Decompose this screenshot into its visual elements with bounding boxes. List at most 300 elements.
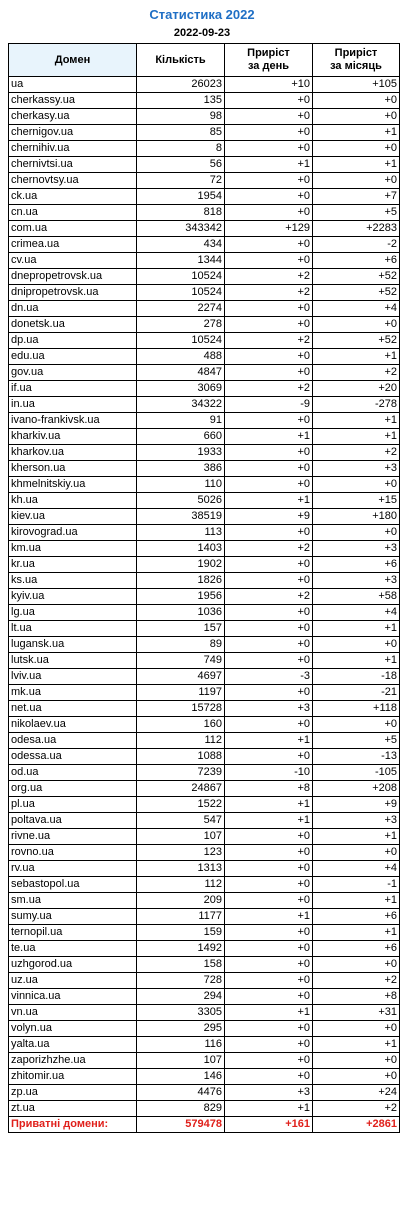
month-growth-cell: +1 bbox=[313, 1037, 400, 1053]
day-growth-cell: +0 bbox=[225, 941, 313, 957]
count-cell: 1197 bbox=[137, 685, 225, 701]
count-cell: 1177 bbox=[137, 909, 225, 925]
header-count: Кількість bbox=[137, 44, 225, 77]
header-month-line1: Приріст bbox=[334, 47, 378, 59]
month-growth-cell: +6 bbox=[313, 253, 400, 269]
day-growth-cell: +1 bbox=[225, 1005, 313, 1021]
table-row bbox=[9, 1085, 400, 1101]
table-row bbox=[9, 893, 400, 909]
domain-cell: cherkassy.ua bbox=[9, 93, 137, 109]
count-cell: 10524 bbox=[137, 285, 225, 301]
count-cell: 547 bbox=[137, 813, 225, 829]
domain-cell: vinnica.ua bbox=[9, 989, 137, 1005]
month-growth-cell: +2 bbox=[313, 973, 400, 989]
month-growth-cell: -18 bbox=[313, 669, 400, 685]
day-growth-cell: +0 bbox=[225, 1069, 313, 1085]
count-cell: 5026 bbox=[137, 493, 225, 509]
domain-cell: ks.ua bbox=[9, 573, 137, 589]
day-growth-cell: +3 bbox=[225, 701, 313, 717]
count-cell: 157 bbox=[137, 621, 225, 637]
table-row bbox=[9, 749, 400, 765]
domain-cell: chernihiv.ua bbox=[9, 141, 137, 157]
domain-cell: km.ua bbox=[9, 541, 137, 557]
month-growth-cell: -278 bbox=[313, 397, 400, 413]
count-cell: 4847 bbox=[137, 365, 225, 381]
table-row bbox=[9, 701, 400, 717]
month-growth-cell: +1 bbox=[313, 653, 400, 669]
total-row bbox=[9, 1117, 400, 1133]
table-row bbox=[9, 365, 400, 381]
table-row bbox=[9, 605, 400, 621]
month-growth-cell: +0 bbox=[313, 1053, 400, 1069]
table-row bbox=[9, 93, 400, 109]
day-growth-cell: +8 bbox=[225, 781, 313, 797]
domain-cell: lutsk.ua bbox=[9, 653, 137, 669]
domain-cell: zhitomir.ua bbox=[9, 1069, 137, 1085]
domain-cell: ua bbox=[9, 77, 137, 93]
day-growth-cell: +0 bbox=[225, 557, 313, 573]
table-body bbox=[9, 77, 400, 1117]
count-cell: 123 bbox=[137, 845, 225, 861]
day-growth-cell: +3 bbox=[225, 1085, 313, 1101]
month-growth-cell: +52 bbox=[313, 285, 400, 301]
domain-cell: ck.ua bbox=[9, 189, 137, 205]
day-growth-cell: -3 bbox=[225, 669, 313, 685]
table-row bbox=[9, 269, 400, 285]
domain-cell: vn.ua bbox=[9, 1005, 137, 1021]
month-growth-cell: +1 bbox=[313, 893, 400, 909]
table-row bbox=[9, 1053, 400, 1069]
count-cell: 386 bbox=[137, 461, 225, 477]
count-cell: 434 bbox=[137, 237, 225, 253]
day-growth-cell: -9 bbox=[225, 397, 313, 413]
month-growth-cell: +5 bbox=[313, 733, 400, 749]
month-growth-cell: +0 bbox=[313, 317, 400, 333]
domain-cell: rivne.ua bbox=[9, 829, 137, 845]
table-row bbox=[9, 765, 400, 781]
month-growth-cell: +2 bbox=[313, 365, 400, 381]
month-growth-cell: +4 bbox=[313, 301, 400, 317]
header-month-line2: за місяць bbox=[330, 60, 382, 72]
month-growth-cell: +52 bbox=[313, 269, 400, 285]
table-row bbox=[9, 141, 400, 157]
count-cell: 829 bbox=[137, 1101, 225, 1117]
domain-cell: cherkasy.ua bbox=[9, 109, 137, 125]
table-row bbox=[9, 861, 400, 877]
domain-cell: zp.ua bbox=[9, 1085, 137, 1101]
month-growth-cell: +58 bbox=[313, 589, 400, 605]
domain-cell: dp.ua bbox=[9, 333, 137, 349]
day-growth-cell: +0 bbox=[225, 717, 313, 733]
day-growth-cell: +0 bbox=[225, 205, 313, 221]
day-growth-cell: +1 bbox=[225, 733, 313, 749]
table-row bbox=[9, 557, 400, 573]
day-growth-cell: +2 bbox=[225, 333, 313, 349]
table-row bbox=[9, 813, 400, 829]
total-count: 579478 bbox=[137, 1117, 225, 1133]
domain-cell: chernivtsi.ua bbox=[9, 157, 137, 173]
total-day-growth: +161 bbox=[225, 1117, 313, 1133]
table-row bbox=[9, 973, 400, 989]
domain-cell: uzhgorod.ua bbox=[9, 957, 137, 973]
count-cell: 278 bbox=[137, 317, 225, 333]
domain-cell: ivano-frankivsk.ua bbox=[9, 413, 137, 429]
day-growth-cell: +0 bbox=[225, 237, 313, 253]
domain-cell: od.ua bbox=[9, 765, 137, 781]
table-row bbox=[9, 301, 400, 317]
table-row bbox=[9, 509, 400, 525]
count-cell: 1403 bbox=[137, 541, 225, 557]
count-cell: 294 bbox=[137, 989, 225, 1005]
header-day-growth bbox=[225, 44, 313, 77]
domain-cell: dnipropetrovsk.ua bbox=[9, 285, 137, 301]
domain-cell: volyn.ua bbox=[9, 1021, 137, 1037]
month-growth-cell: +0 bbox=[313, 717, 400, 733]
table-row bbox=[9, 381, 400, 397]
table-row bbox=[9, 77, 400, 93]
day-growth-cell: +0 bbox=[225, 973, 313, 989]
domain-cell: uz.ua bbox=[9, 973, 137, 989]
count-cell: 91 bbox=[137, 413, 225, 429]
day-growth-cell: +0 bbox=[225, 829, 313, 845]
month-growth-cell: +105 bbox=[313, 77, 400, 93]
domain-cell: com.ua bbox=[9, 221, 137, 237]
month-growth-cell: +3 bbox=[313, 541, 400, 557]
month-growth-cell: +118 bbox=[313, 701, 400, 717]
day-growth-cell: +0 bbox=[225, 1037, 313, 1053]
count-cell: 146 bbox=[137, 1069, 225, 1085]
domain-cell: sebastopol.ua bbox=[9, 877, 137, 893]
count-cell: 112 bbox=[137, 877, 225, 893]
count-cell: 749 bbox=[137, 653, 225, 669]
header-domain: Домен bbox=[9, 44, 137, 77]
month-growth-cell: +4 bbox=[313, 861, 400, 877]
count-cell: 728 bbox=[137, 973, 225, 989]
day-growth-cell: +1 bbox=[225, 429, 313, 445]
month-growth-cell: +0 bbox=[313, 173, 400, 189]
count-cell: 1933 bbox=[137, 445, 225, 461]
day-growth-cell: +0 bbox=[225, 621, 313, 637]
domain-cell: kh.ua bbox=[9, 493, 137, 509]
day-growth-cell: +0 bbox=[225, 189, 313, 205]
day-growth-cell: +0 bbox=[225, 749, 313, 765]
count-cell: 159 bbox=[137, 925, 225, 941]
month-growth-cell: +24 bbox=[313, 1085, 400, 1101]
month-growth-cell: +1 bbox=[313, 157, 400, 173]
day-growth-cell: +0 bbox=[225, 349, 313, 365]
month-growth-cell: +1 bbox=[313, 429, 400, 445]
count-cell: 56 bbox=[137, 157, 225, 173]
month-growth-cell: +3 bbox=[313, 813, 400, 829]
count-cell: 1522 bbox=[137, 797, 225, 813]
month-growth-cell: -105 bbox=[313, 765, 400, 781]
day-growth-cell: +0 bbox=[225, 301, 313, 317]
domain-cell: kyiv.ua bbox=[9, 589, 137, 605]
count-cell: 4476 bbox=[137, 1085, 225, 1101]
day-growth-cell: +0 bbox=[225, 845, 313, 861]
domain-cell: chernovtsy.ua bbox=[9, 173, 137, 189]
month-growth-cell: +9 bbox=[313, 797, 400, 813]
day-growth-cell: +0 bbox=[225, 925, 313, 941]
table-row bbox=[9, 493, 400, 509]
day-growth-cell: +1 bbox=[225, 797, 313, 813]
day-growth-cell: +0 bbox=[225, 685, 313, 701]
month-growth-cell: +6 bbox=[313, 909, 400, 925]
count-cell: 116 bbox=[137, 1037, 225, 1053]
table-row bbox=[9, 797, 400, 813]
table-row bbox=[9, 205, 400, 221]
domain-cell: cn.ua bbox=[9, 205, 137, 221]
count-cell: 10524 bbox=[137, 269, 225, 285]
table-row bbox=[9, 637, 400, 653]
table-row bbox=[9, 237, 400, 253]
day-growth-cell: +0 bbox=[225, 109, 313, 125]
month-growth-cell: +31 bbox=[313, 1005, 400, 1021]
month-growth-cell: +1 bbox=[313, 125, 400, 141]
table-row bbox=[9, 1069, 400, 1085]
domain-cell: nikolaev.ua bbox=[9, 717, 137, 733]
month-growth-cell: +1 bbox=[313, 349, 400, 365]
table-row bbox=[9, 829, 400, 845]
stats-date: 2022-09-23 bbox=[173, 27, 231, 39]
count-cell: 1954 bbox=[137, 189, 225, 205]
day-growth-cell: +1 bbox=[225, 157, 313, 173]
month-growth-cell: +1 bbox=[313, 829, 400, 845]
count-cell: 112 bbox=[137, 733, 225, 749]
count-cell: 1036 bbox=[137, 605, 225, 621]
count-cell: 113 bbox=[137, 525, 225, 541]
table-row bbox=[9, 477, 400, 493]
day-growth-cell: +0 bbox=[225, 461, 313, 477]
count-cell: 1956 bbox=[137, 589, 225, 605]
table-row bbox=[9, 253, 400, 269]
domain-cell: khmelnitskiy.ua bbox=[9, 477, 137, 493]
domain-cell: ternopil.ua bbox=[9, 925, 137, 941]
day-growth-cell: +0 bbox=[225, 893, 313, 909]
month-growth-cell: +0 bbox=[313, 141, 400, 157]
domain-cell: donetsk.ua bbox=[9, 317, 137, 333]
count-cell: 38519 bbox=[137, 509, 225, 525]
month-growth-cell: +0 bbox=[313, 109, 400, 125]
table-row bbox=[9, 1101, 400, 1117]
table-row bbox=[9, 221, 400, 237]
count-cell: 160 bbox=[137, 717, 225, 733]
domain-cell: lugansk.ua bbox=[9, 637, 137, 653]
day-growth-cell: +129 bbox=[225, 221, 313, 237]
table-header-row bbox=[9, 44, 400, 77]
day-growth-cell: +0 bbox=[225, 605, 313, 621]
domain-cell: kherson.ua bbox=[9, 461, 137, 477]
total-month-growth: +2861 bbox=[313, 1117, 400, 1133]
count-cell: 343342 bbox=[137, 221, 225, 237]
day-growth-cell: +0 bbox=[225, 173, 313, 189]
count-cell: 10524 bbox=[137, 333, 225, 349]
domain-cell: lg.ua bbox=[9, 605, 137, 621]
domain-cell: net.ua bbox=[9, 701, 137, 717]
day-growth-cell: +0 bbox=[225, 1021, 313, 1037]
count-cell: 209 bbox=[137, 893, 225, 909]
count-cell: 110 bbox=[137, 477, 225, 493]
month-growth-cell: +0 bbox=[313, 477, 400, 493]
day-growth-cell: +2 bbox=[225, 589, 313, 605]
count-cell: 1313 bbox=[137, 861, 225, 877]
month-growth-cell: +4 bbox=[313, 605, 400, 621]
domain-cell: sm.ua bbox=[9, 893, 137, 909]
day-growth-cell: +0 bbox=[225, 365, 313, 381]
table-row bbox=[9, 1021, 400, 1037]
day-growth-cell: +2 bbox=[225, 269, 313, 285]
day-growth-cell: +1 bbox=[225, 813, 313, 829]
month-growth-cell: +6 bbox=[313, 941, 400, 957]
domain-cell: kr.ua bbox=[9, 557, 137, 573]
day-growth-cell: +0 bbox=[225, 1053, 313, 1069]
table-row bbox=[9, 957, 400, 973]
month-growth-cell: -2 bbox=[313, 237, 400, 253]
domain-cell: if.ua bbox=[9, 381, 137, 397]
count-cell: 2274 bbox=[137, 301, 225, 317]
table-row bbox=[9, 445, 400, 461]
table-row bbox=[9, 589, 400, 605]
table-row bbox=[9, 349, 400, 365]
count-cell: 98 bbox=[137, 109, 225, 125]
count-cell: 107 bbox=[137, 1053, 225, 1069]
table-row bbox=[9, 413, 400, 429]
domain-cell: zt.ua bbox=[9, 1101, 137, 1117]
month-growth-cell: +2 bbox=[313, 1101, 400, 1117]
table-row bbox=[9, 685, 400, 701]
count-cell: 8 bbox=[137, 141, 225, 157]
month-growth-cell: +15 bbox=[313, 493, 400, 509]
table-row bbox=[9, 781, 400, 797]
table-row bbox=[9, 541, 400, 557]
count-cell: 34322 bbox=[137, 397, 225, 413]
day-growth-cell: +1 bbox=[225, 909, 313, 925]
day-growth-cell: +9 bbox=[225, 509, 313, 525]
day-growth-cell: +10 bbox=[225, 77, 313, 93]
domain-cell: gov.ua bbox=[9, 365, 137, 381]
count-cell: 1902 bbox=[137, 557, 225, 573]
day-growth-cell: +0 bbox=[225, 861, 313, 877]
month-growth-cell: +0 bbox=[313, 525, 400, 541]
day-growth-cell: +2 bbox=[225, 285, 313, 301]
table-row bbox=[9, 573, 400, 589]
table-row bbox=[9, 877, 400, 893]
domain-cell: cv.ua bbox=[9, 253, 137, 269]
table-row bbox=[9, 717, 400, 733]
domain-stats-table bbox=[8, 43, 400, 1133]
page-title: Статистика 2022 bbox=[149, 7, 255, 22]
count-cell: 85 bbox=[137, 125, 225, 141]
month-growth-cell: +3 bbox=[313, 461, 400, 477]
table-row bbox=[9, 333, 400, 349]
day-growth-cell: +1 bbox=[225, 1101, 313, 1117]
count-cell: 72 bbox=[137, 173, 225, 189]
month-growth-cell: -13 bbox=[313, 749, 400, 765]
count-cell: 135 bbox=[137, 93, 225, 109]
month-growth-cell: +0 bbox=[313, 957, 400, 973]
domain-cell: lviv.ua bbox=[9, 669, 137, 685]
domain-cell: crimea.ua bbox=[9, 237, 137, 253]
count-cell: 4697 bbox=[137, 669, 225, 685]
count-cell: 1088 bbox=[137, 749, 225, 765]
domain-cell: pl.ua bbox=[9, 797, 137, 813]
domain-cell: lt.ua bbox=[9, 621, 137, 637]
table-row bbox=[9, 397, 400, 413]
count-cell: 818 bbox=[137, 205, 225, 221]
domain-cell: kiev.ua bbox=[9, 509, 137, 525]
month-growth-cell: +1 bbox=[313, 925, 400, 941]
count-cell: 26023 bbox=[137, 77, 225, 93]
day-growth-cell: +0 bbox=[225, 141, 313, 157]
day-growth-cell: +2 bbox=[225, 541, 313, 557]
table-row bbox=[9, 173, 400, 189]
count-cell: 7239 bbox=[137, 765, 225, 781]
count-cell: 488 bbox=[137, 349, 225, 365]
domain-cell: kharkiv.ua bbox=[9, 429, 137, 445]
domain-cell: edu.ua bbox=[9, 349, 137, 365]
count-cell: 1826 bbox=[137, 573, 225, 589]
domain-cell: poltava.ua bbox=[9, 813, 137, 829]
table-row bbox=[9, 1037, 400, 1053]
day-growth-cell: +1 bbox=[225, 493, 313, 509]
month-growth-cell: +0 bbox=[313, 637, 400, 653]
day-growth-cell: +0 bbox=[225, 653, 313, 669]
count-cell: 3069 bbox=[137, 381, 225, 397]
domain-cell: chernigov.ua bbox=[9, 125, 137, 141]
day-growth-cell: +0 bbox=[225, 573, 313, 589]
table-row bbox=[9, 669, 400, 685]
month-growth-cell: +0 bbox=[313, 1021, 400, 1037]
total-label: Приватні домени: bbox=[9, 1117, 137, 1133]
domain-cell: dnepropetrovsk.ua bbox=[9, 269, 137, 285]
day-growth-cell: +0 bbox=[225, 637, 313, 653]
domain-cell: yalta.ua bbox=[9, 1037, 137, 1053]
day-growth-cell: +0 bbox=[225, 317, 313, 333]
day-growth-cell: +0 bbox=[225, 125, 313, 141]
header-month-growth bbox=[313, 44, 400, 77]
day-growth-cell: -10 bbox=[225, 765, 313, 781]
table-row bbox=[9, 1005, 400, 1021]
month-growth-cell: +3 bbox=[313, 573, 400, 589]
domain-cell: dn.ua bbox=[9, 301, 137, 317]
day-growth-cell: +0 bbox=[225, 877, 313, 893]
table-row bbox=[9, 941, 400, 957]
count-cell: 15728 bbox=[137, 701, 225, 717]
count-cell: 158 bbox=[137, 957, 225, 973]
header-day-line2: за день bbox=[247, 60, 289, 72]
month-growth-cell: +2 bbox=[313, 445, 400, 461]
month-growth-cell: +0 bbox=[313, 1069, 400, 1085]
domain-cell: te.ua bbox=[9, 941, 137, 957]
day-growth-cell: +0 bbox=[225, 477, 313, 493]
month-growth-cell: +180 bbox=[313, 509, 400, 525]
table-row bbox=[9, 189, 400, 205]
count-cell: 107 bbox=[137, 829, 225, 845]
month-growth-cell: +20 bbox=[313, 381, 400, 397]
table-row bbox=[9, 925, 400, 941]
count-cell: 1344 bbox=[137, 253, 225, 269]
count-cell: 24867 bbox=[137, 781, 225, 797]
day-growth-cell: +0 bbox=[225, 525, 313, 541]
month-growth-cell: +52 bbox=[313, 333, 400, 349]
day-growth-cell: +0 bbox=[225, 253, 313, 269]
table-row bbox=[9, 909, 400, 925]
domain-cell: mk.ua bbox=[9, 685, 137, 701]
domain-cell: kirovograd.ua bbox=[9, 525, 137, 541]
count-cell: 1492 bbox=[137, 941, 225, 957]
day-growth-cell: +0 bbox=[225, 93, 313, 109]
table-row bbox=[9, 989, 400, 1005]
